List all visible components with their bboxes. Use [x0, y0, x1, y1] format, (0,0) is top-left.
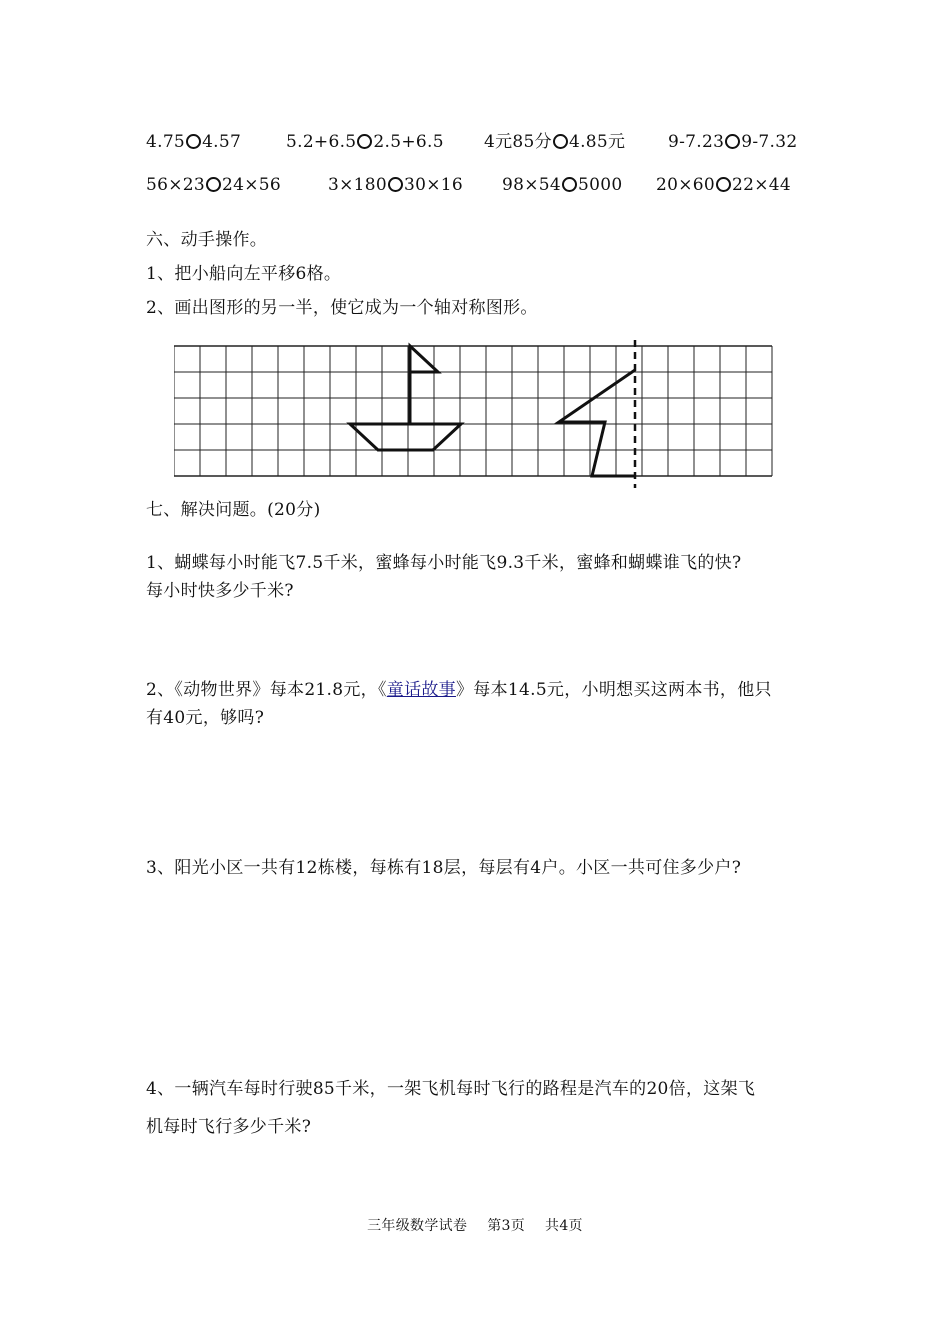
compare-item: 4元85分 4.85元 [484, 132, 626, 152]
boat-hull [350, 424, 461, 450]
compare-item: 3×180 30×16 [328, 175, 464, 195]
footer-total: 共4页 [545, 1218, 583, 1234]
compare-item: 9-7.23 9-7.32 [668, 132, 798, 152]
grid-figure [174, 340, 774, 490]
footer-subject: 三年级数学试卷 [367, 1218, 468, 1234]
section-7-question-3: 3、阳光小区一共有12栋楼，每栋有18层，每层有4户。小区一共可住多少户? [146, 858, 742, 878]
compare-circle [725, 134, 740, 149]
compare-item: 4.75 4.57 [146, 132, 242, 152]
section-7-question-4-line-1: 4、一辆汽车每时行驶85千米，一架飞机每时飞行的路程是汽车的20倍，这架飞 [146, 1079, 756, 1099]
section-7-title: 七、解决问题。(20分) [146, 500, 321, 520]
compare-circle [357, 134, 372, 149]
section-6-question-2: 2、画出图形的另一半，使它成为一个轴对称图形。 [146, 298, 538, 318]
compare-circle [562, 177, 577, 192]
compare-row-1 [146, 131, 797, 153]
compare-item: 98×54 5000 [502, 175, 623, 195]
section-6-title: 六、动手操作。 [146, 230, 268, 250]
footer-page: 第3页 [487, 1218, 526, 1234]
half-shape [559, 370, 635, 476]
compare-circle [388, 177, 403, 192]
compare-item: 5.2+6.5 2.5+6.5 [286, 132, 444, 152]
compare-circle [186, 134, 201, 149]
section-7-question-1-line-1: 1、蝴蝶每小时能飞7.5千米，蜜蜂每小时能飞9.3千米，蜜蜂和蝴蝶谁飞的快? [146, 553, 742, 573]
page-footer [0, 1215, 950, 1235]
grid-lines [174, 346, 772, 476]
section-7-question-1-line-2: 每小时快多少千米? [146, 581, 294, 601]
compare-circle [716, 177, 731, 192]
compare-circle [206, 177, 221, 192]
compare-row-2 [146, 174, 791, 196]
section-7-question-4-line-2: 机每时飞行多少千米? [146, 1117, 312, 1137]
section-7-question-2-line-2: 有40元，够吗? [146, 708, 265, 728]
compare-item: 20×60 22×44 [656, 175, 792, 195]
compare-item: 56×23 24×56 [146, 175, 282, 195]
section-6-question-1: 1、把小船向左平移6格。 [146, 264, 342, 284]
story-book-link[interactable]: 童话故事 [386, 680, 456, 700]
compare-circle [553, 134, 568, 149]
section-7-question-2-line-1: 2、《动物世界》每本21.8元，《童话故事》每本14.5元，小明想买这两本书，他只 [146, 680, 772, 700]
